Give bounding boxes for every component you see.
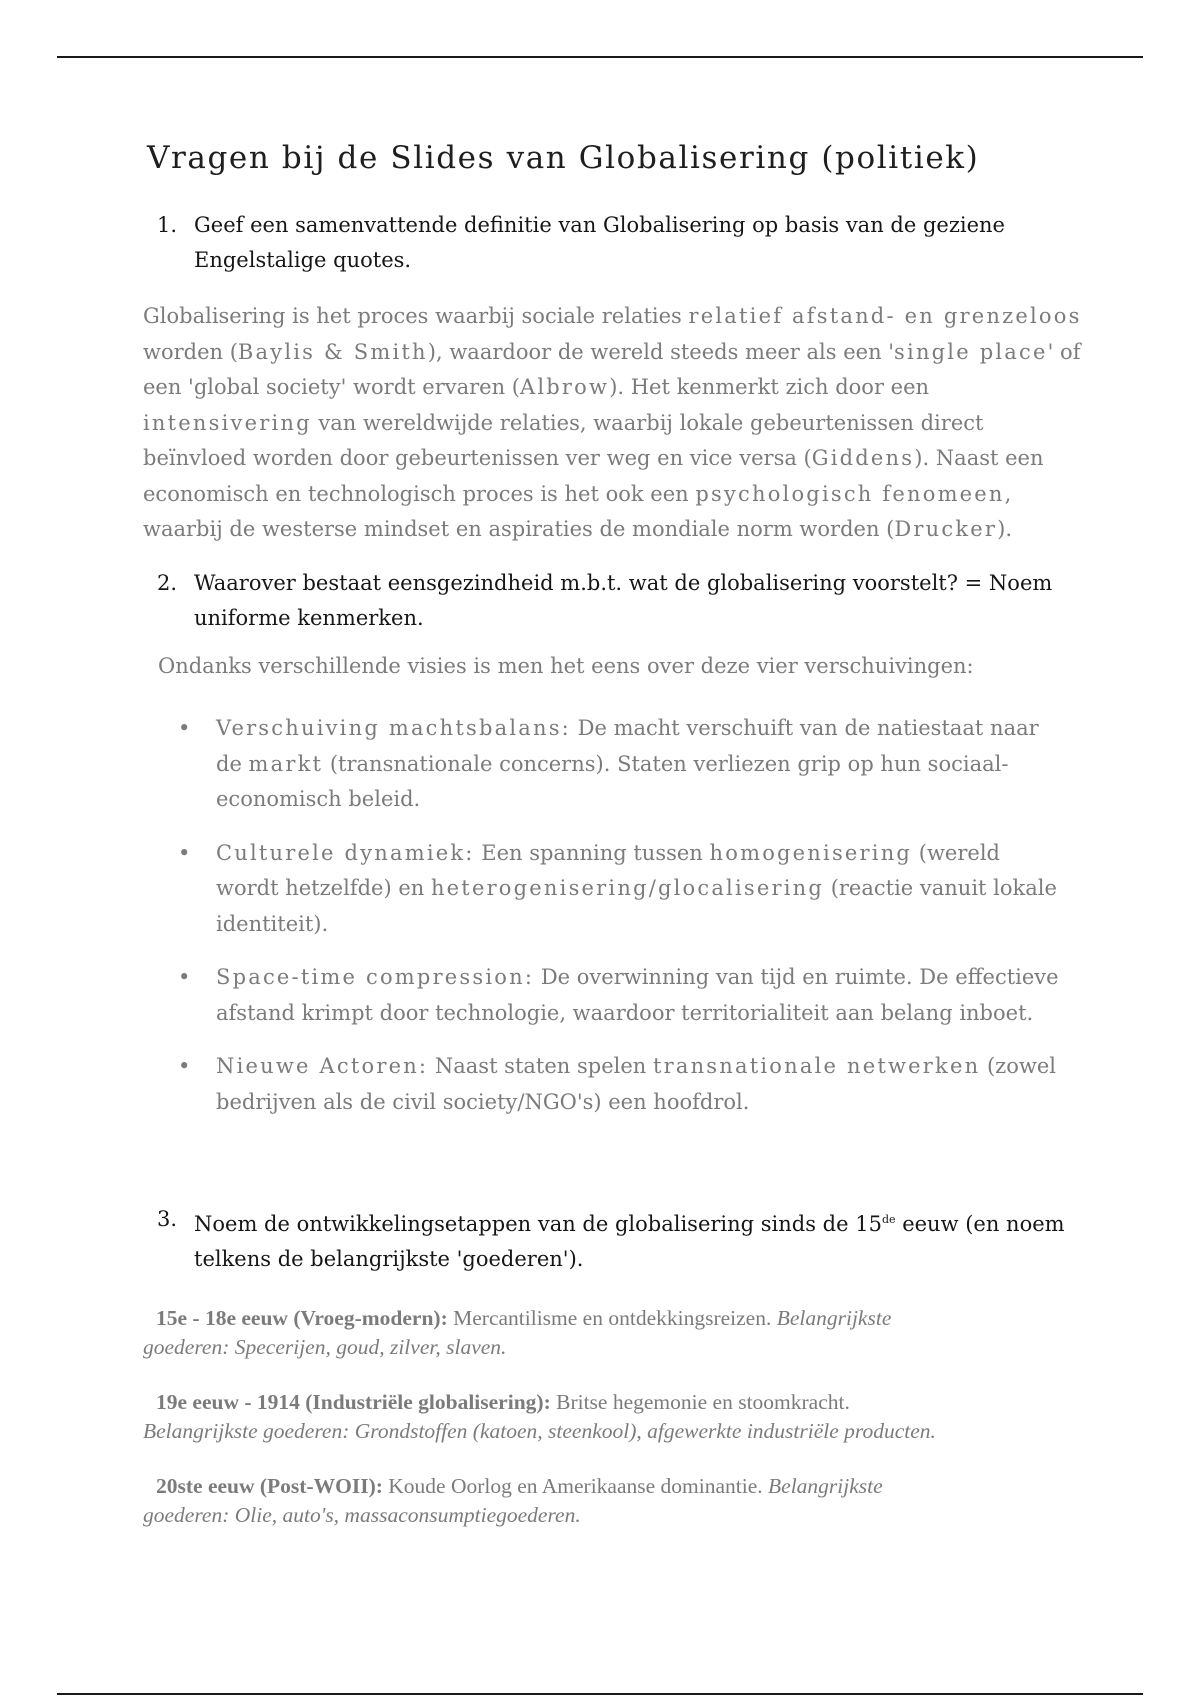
list-item: • Verschuiving machtsbalans: De macht verschuift van de natiestaat naar de markt (transnationale concerns). Staten verliezen grip op hun sociaal- economisch beleid.: [170, 711, 1070, 818]
bullet-icon: •: [178, 716, 191, 740]
answer-2-intro: Ondanks verschillende visies is men het eens over deze vier verschuivingen:: [158, 654, 974, 678]
question-2: [147, 566, 1067, 636]
question-text: Waarover bestaat eensgezindheid m.b.t. wat de globalisering voorstelt? = Noem uniforme kenmerken.: [194, 571, 1053, 630]
bullet-icon: •: [178, 840, 191, 865]
header-rule: [57, 56, 1143, 58]
answer-2-list: [170, 711, 1070, 1138]
list-item: • Space-time compression: De overwinning van tijd en ruimte. De effectieve afstand krimpt door technologie, waardoor territorialiteit aan belang inboet.: [170, 960, 1070, 1031]
question-number: 1.: [157, 213, 178, 237]
era-item: 15e - 18e eeuw (Vroeg-modern): Mercantilisme en ontdekkingsreizen. Belangrijkste goederen: Specerijen, goud, zilver, slaven.: [143, 1306, 892, 1359]
question-number: 2.: [157, 571, 178, 595]
page-title: Vragen bij de Slides van Globalisering (politiek): [147, 140, 980, 176]
list-item: • Culturele dynamiek: Een spanning tussen homogenisering (wereld wordt hetzelfde) en heterogenisering/glocalisering (reactie vanuit lokale identiteit).: [170, 836, 1070, 943]
list-item: • Nieuwe Actoren: Naast staten spelen transnationale netwerken (zowel bedrijven als de civil society/NGO's) een hoofdrol.: [170, 1049, 1070, 1120]
question-1: [147, 208, 1067, 278]
bullet-icon: •: [178, 1054, 191, 1078]
bullet-icon: •: [178, 965, 191, 989]
era-item: 20ste eeuw (Post-WOII): Koude Oorlog en Amerikaanse dominantie. Belangrijkste goederen: Olie, auto's, massaconsumptiegoederen.: [143, 1474, 883, 1527]
footer-rule: [57, 1693, 1143, 1695]
question-text: Geef een samenvattende definitie van Globalisering op basis van de geziene Engelstalige quotes.: [194, 213, 1005, 272]
answer-1: Globalisering is het proces waarbij sociale relaties relatief afstand- en grenzeloos worden (Baylis & Smith), waardoor de wereld steeds meer als een 'single place' of een 'global society' wordt ervaren (Albrow). Het kenmerkt zich door een intensivering van wereldwijde relaties, waarbij lokale gebeurtenissen direct beïnvloed worden door gebeurtenissen ver weg en vice versa (Giddens). Naast een economisch en technologisch proces is het ook een psychologisch fenomeen, waarbij de westerse mindset en aspiraties de mondiale norm worden (Drucker).: [143, 304, 1082, 541]
question-number: 3.: [157, 1207, 178, 1231]
question-text: Noem de ontwikkelingsetappen van de globalisering sinds de 15de eeuw (en noem telkens de belangrijkste 'goederen').: [194, 1212, 1065, 1271]
question-3: [147, 1202, 1067, 1277]
era-item: 19e eeuw - 1914 (Industriële globalisering): Britse hegemonie en stoomkracht. Belangrijkste goederen: Grondstoffen (katoen, steenkool), afgewerkte industriële producten.: [143, 1390, 936, 1443]
